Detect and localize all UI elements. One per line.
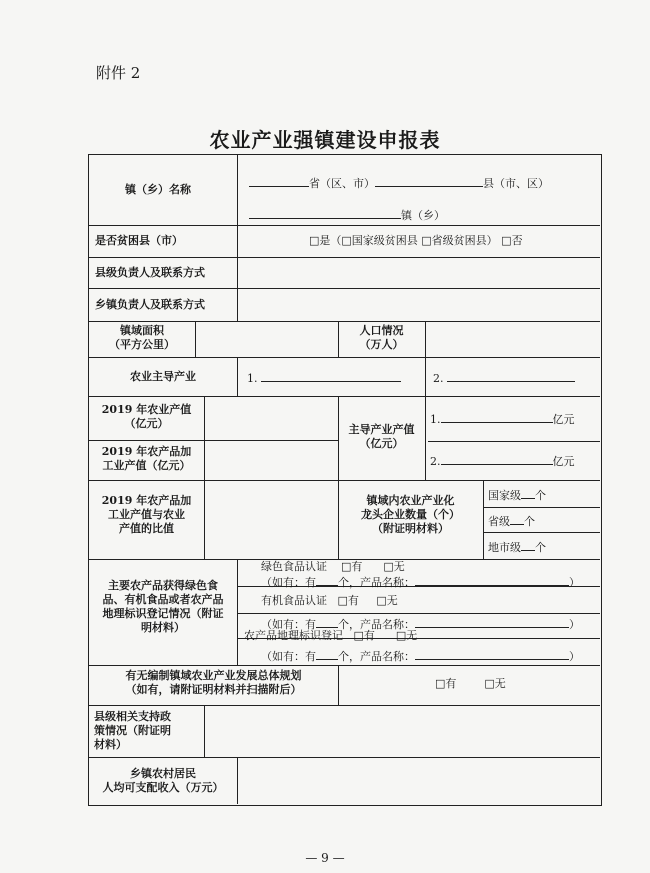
column-divider	[204, 396, 205, 480]
column-divider	[338, 665, 339, 705]
agri-output-label: 2019 年农业产值 （亿元）	[101, 403, 192, 430]
row-divider	[89, 757, 600, 758]
row-divider	[428, 441, 600, 442]
green-no-checkbox[interactable]: □无	[383, 560, 405, 573]
plan-no-checkbox[interactable]: □无	[484, 677, 506, 690]
column-divider	[237, 357, 238, 396]
row-divider	[483, 532, 600, 533]
leading-output-2: 2. 亿元	[430, 455, 575, 468]
industry-1-blank[interactable]	[261, 370, 401, 382]
municipal-blank[interactable]	[521, 539, 535, 551]
column-divider	[237, 155, 238, 321]
leading-industry-2: 2.	[433, 370, 575, 386]
row-divider	[89, 665, 600, 666]
certification-label: 主要农产品获得绿色食 品、有机食品或者农产品 地理标识登记情况（附证 明材料）	[102, 579, 224, 634]
plan-yes-checkbox[interactable]: □有	[435, 677, 457, 690]
enterprise-national: 国家级 个	[488, 489, 546, 502]
column-divider	[425, 357, 426, 396]
column-divider	[483, 480, 484, 559]
leading-industry-label: 农业主导产业	[130, 370, 196, 383]
green-food-detail: （如有：有 个，产品名称： ）	[261, 576, 580, 589]
enterprises-label: 镇域内农业产业化 龙头企业数量（个） （附证明材料）	[361, 494, 460, 535]
row-divider	[89, 357, 600, 358]
column-divider	[204, 480, 205, 559]
column-divider	[195, 321, 196, 357]
column-divider	[425, 321, 426, 357]
enterprise-provincial: 省级 个	[488, 515, 535, 528]
geo-label-detail: （如有：有 个，产品名称： ）	[261, 650, 580, 663]
row-divider	[89, 480, 600, 481]
organic-food-detail: （如有：有 个，产品名称： ）	[261, 618, 580, 631]
town-suffix: 镇（乡）	[401, 209, 445, 222]
population-label: 人口情况 （万人）	[359, 324, 404, 351]
plan-label: 有无编制镇域农业产业发展总体规划 （如有，请附证明材料并扫描附后）	[125, 669, 302, 696]
geo-yes-checkbox[interactable]: □有	[353, 629, 375, 642]
national-blank[interactable]	[521, 487, 535, 499]
organic-food-line: 有机食品认证 □有 □无	[261, 594, 398, 607]
leading-industry-1: 1.	[247, 370, 401, 386]
organic-name-blank[interactable]	[415, 616, 569, 628]
column-divider	[237, 559, 238, 665]
geo-label-line: 农产品地理标识登记 □有 □无	[244, 629, 418, 642]
green-yes-checkbox[interactable]: □有	[341, 560, 363, 573]
annex-label: 附件 2	[96, 64, 141, 82]
county-suffix: 县（市、区）	[483, 177, 549, 190]
poor-county-options[interactable]: □是（□国家级贫困县 □省级贫困县） □否	[309, 234, 523, 247]
county-blank[interactable]	[375, 175, 483, 187]
row-divider	[89, 705, 600, 706]
income-label: 乡镇农村居民 人均可支配收入（万元）	[102, 767, 224, 794]
leading-output-label: 主导产业产值 （亿元）	[348, 423, 415, 450]
geo-count-blank[interactable]	[316, 648, 338, 660]
row-divider	[89, 288, 600, 289]
industry-2-blank[interactable]	[447, 370, 575, 382]
town-contact-label: 乡镇负责人及联系方式	[95, 298, 205, 311]
column-divider	[204, 705, 205, 757]
province-blank[interactable]	[249, 175, 309, 187]
green-food-line: 绿色食品认证 □有 □无	[261, 560, 405, 573]
enterprise-municipal: 地市级 个	[488, 541, 546, 554]
row-divider	[89, 257, 600, 258]
leading-output-1-blank[interactable]	[441, 411, 553, 423]
processing-output-label: 2019 年农产品加 工业产值（亿元）	[101, 445, 192, 472]
leading-output-1: 1. 亿元	[430, 413, 575, 426]
page-title: 农业产业强镇建设申报表	[209, 128, 441, 152]
column-divider	[237, 757, 238, 804]
leading-output-2-blank[interactable]	[441, 453, 553, 465]
row-divider	[483, 507, 600, 508]
row-divider	[89, 396, 600, 397]
province-suffix: 省（区、市）	[309, 177, 375, 190]
application-form-table	[88, 154, 602, 806]
column-divider	[425, 396, 426, 480]
organic-no-checkbox[interactable]: □无	[376, 594, 398, 607]
plan-options	[435, 677, 506, 691]
page-number: — 9 —	[305, 851, 345, 865]
organic-count-blank[interactable]	[316, 616, 338, 628]
organic-yes-checkbox[interactable]: □有	[337, 594, 359, 607]
ratio-label: 2019 年农产品加 工业产值与农业 产值的比值	[101, 494, 192, 535]
province-line	[249, 175, 549, 191]
town-blank[interactable]	[249, 207, 401, 219]
geo-no-checkbox[interactable]: □无	[395, 629, 418, 642]
town-line	[249, 207, 445, 223]
geo-name-blank[interactable]	[415, 648, 569, 660]
row-divider	[237, 613, 600, 614]
provincial-blank[interactable]	[510, 513, 524, 525]
county-contact-label: 县级负责人及联系方式	[95, 266, 205, 279]
row-divider	[89, 225, 600, 226]
poor-county-label: 是否贫困县（市）	[95, 234, 183, 247]
green-name-blank[interactable]	[415, 574, 569, 586]
row-divider	[89, 321, 600, 322]
town-name-label: 镇（乡）名称	[125, 183, 191, 196]
policy-label: 县级相关支持政 策情况（附证明 材料）	[94, 710, 171, 751]
green-count-blank[interactable]	[316, 574, 338, 586]
area-label: 镇域面积 （平方公里）	[109, 324, 175, 351]
row-divider	[89, 440, 338, 441]
